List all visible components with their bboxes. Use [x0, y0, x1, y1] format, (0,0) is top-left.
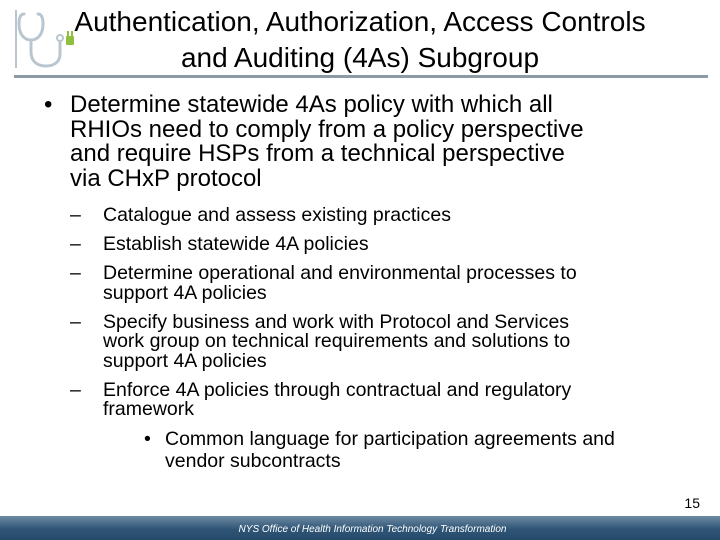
sub-bullet-specify — [70, 310, 694, 372]
bullet-mark: • — [44, 91, 53, 118]
main-bullet-line: RHIOs need to comply from a policy perspective — [70, 115, 584, 143]
slide-title-line-1: Authentication, Authorization, Access Controls — [74, 6, 646, 37]
sub-bullet-line: Enforce 4A policies through contractual and regulatory — [103, 378, 572, 401]
slide-title-line-2: and Auditing (4As) Subgroup — [180, 42, 540, 73]
sub-bullet-line: support 4A policies — [103, 281, 267, 304]
sub-bullet-line: Establish statewide 4A policies — [103, 233, 369, 255]
dash-mark: – — [70, 310, 81, 333]
sub-bullet-line: support 4A policies — [103, 349, 267, 372]
sub-sub-bullet-line: Common language for participation agreements and — [165, 428, 615, 450]
sub-bullet-line: work group on technical requirements and solutions to — [103, 330, 571, 352]
title-divider — [14, 75, 708, 78]
dash-mark: – — [70, 204, 81, 226]
main-bullet-line: Determine statewide 4As policy with which all — [70, 91, 553, 118]
sub-bullet-line: Specify business and work with Protocol and Services — [103, 310, 570, 333]
footer-text: NYS Office of Health Information Technology Transformation — [238, 524, 507, 535]
main-bullet-line: and require HSPs from a technical perspective — [70, 140, 565, 167]
bullet-mark: • — [144, 428, 151, 450]
sub-bullet-line: Catalogue and assess existing practices — [103, 204, 451, 226]
sub-bullet-list — [70, 206, 694, 472]
main-bullet — [44, 93, 694, 191]
sub-sub-bullet-common-language — [136, 429, 694, 472]
sub-sub-bullet-line: vendor subcontracts — [165, 449, 341, 472]
sub-bullet-catalogue — [70, 206, 694, 226]
dash-mark: – — [70, 378, 81, 401]
sub-bullet-enforce — [70, 378, 694, 473]
slide-body — [44, 93, 694, 482]
sub-bullet-establish — [70, 235, 694, 255]
slide-title — [0, 4, 720, 76]
sub-bullet-determine — [70, 264, 694, 303]
page-number: 15 — [684, 495, 700, 511]
footer-bar — [0, 516, 720, 540]
dash-mark: – — [70, 262, 81, 284]
dash-mark: – — [70, 233, 81, 255]
main-bullet-line: via CHxP protocol — [70, 164, 262, 192]
sub-bullet-line: Determine operational and environmental processes to — [103, 262, 577, 284]
sub-bullet-line: framework — [103, 398, 195, 420]
